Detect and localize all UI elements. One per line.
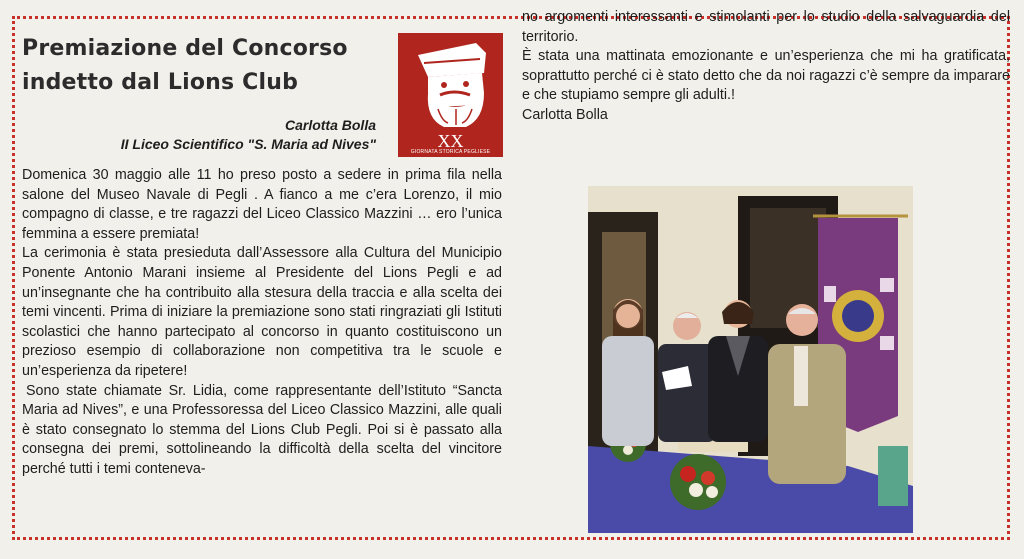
author-school: II Liceo Scientifico "S. Maria ad Nives": [120, 136, 376, 152]
article-title: [22, 32, 392, 100]
title-line-2: indetto dal Lions Club: [22, 70, 299, 95]
logo-caption: GIORNATA STORICA PEGLIESE: [410, 149, 491, 155]
logo-number: XX: [437, 131, 464, 151]
article-body: [22, 166, 502, 480]
author-name: Carlotta Bolla: [284, 117, 376, 133]
byline: [121, 116, 376, 154]
continuation-2: È stata una mattinata emozionante e un’esperienza che mi ha gratificata, soprattutto perché ci è stato detto che da noi ragazzi c’è sempre da imparare e che stupiamo sempre gli adulti.!: [522, 48, 1010, 104]
award-ceremony-photo: [588, 186, 913, 533]
signature: Carlotta Bolla: [522, 106, 608, 123]
paragraph-3: Sono state chiamate Sr. Lidia, come rappresentante dell’Istituto “Sancta Maria ad Nives”, e una Professoressa del Liceo Classico Mazzini, alle quali è stato consegnato lo stemma del Lions Club Pegli. Poi si è passato alla consegna dei premi, sottolineando la difficoltà della scelta del vincitore perché tutti i temi conteneva-: [22, 382, 502, 477]
giornata-storica-logo: [398, 33, 503, 157]
article-continuation: [522, 8, 1010, 126]
title-line-1: Premiazione del Concorso: [22, 36, 348, 61]
paragraph-2: La cerimonia è stata presieduta dall’Assessore alla Cultura del Municipio Ponente Antonio Marani insieme al Presidente del Lions Pegli e ad un’insegnante che ha contribuito alla stesura della traccia e alla scelta dei temi vincenti. Prima di iniziare la premiazione sono stati ringraziati gli Istituti scolastici che hanno partecipato al concorso in quanto costituiscono un prezioso esempio di collaborazione non competitiva tra le scuole e un’esperienza da ripetere!: [22, 245, 502, 379]
continuation-1: no argomenti interessanti e stimolanti per lo studio della salvaguardia del territorio.: [522, 9, 1010, 45]
paragraph-1: Domenica 30 maggio alle 11 ho preso posto a sedere in prima fila nella salone del Museo Navale di Pegli . A fianco a me c’era Lorenzo, il mio compagno di classe, e tre ragazzi del Liceo Classico Mazzini … ero l’unica femmina a essere premiata!: [22, 167, 502, 242]
